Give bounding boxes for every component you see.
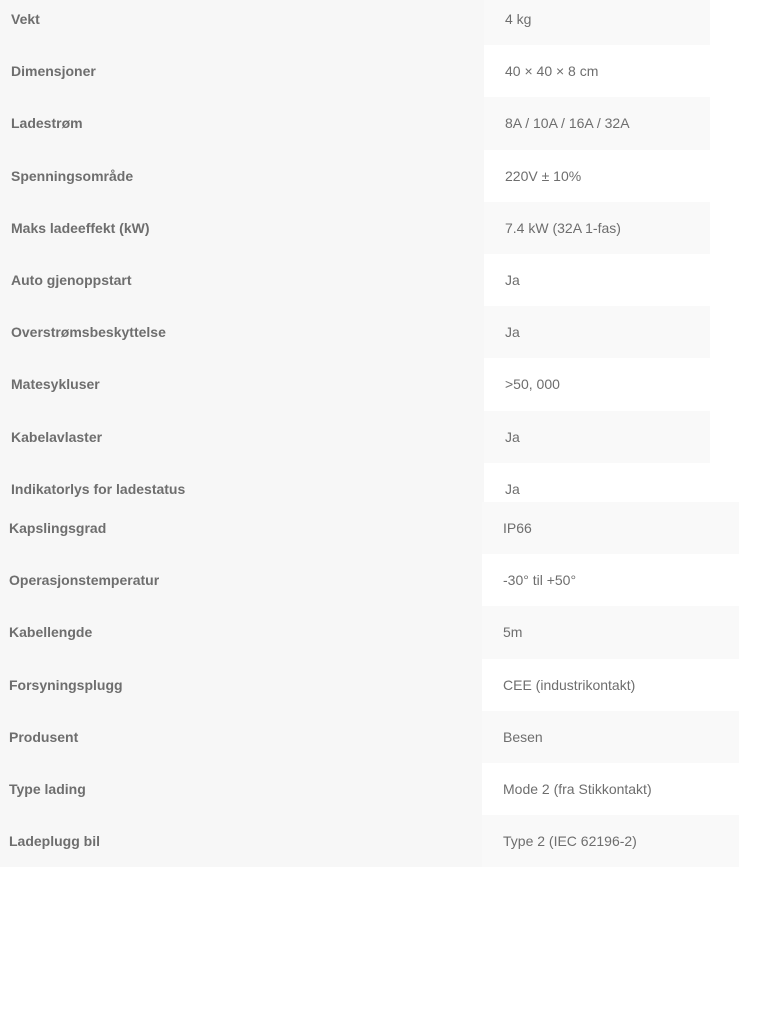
table-row	[0, 606, 739, 658]
spec-value: 8A / 10A / 16A / 32A	[484, 97, 710, 149]
spec-label: Ladestrøm	[0, 97, 484, 149]
spec-label: Forsyningsplugg	[0, 659, 482, 711]
spec-value: -30° til +50°	[482, 554, 739, 606]
table-row	[0, 306, 710, 358]
spec-label: Indikatorlys for ladestatus	[0, 463, 484, 515]
table-row	[0, 97, 710, 149]
spec-label: Ladeplugg bil	[0, 815, 482, 867]
spec-value: Ja	[484, 306, 710, 358]
spec-label: Type lading	[0, 763, 482, 815]
spec-label: Spenningsområde	[0, 150, 484, 202]
table-row	[0, 254, 710, 306]
table-row	[0, 45, 710, 97]
table-row	[0, 763, 739, 815]
spec-value: IP66	[482, 502, 739, 554]
spec-label: Kapslingsgrad	[0, 502, 482, 554]
table-row	[0, 815, 739, 867]
spec-label: Operasjonstemperatur	[0, 554, 482, 606]
spec-value: Ja	[484, 254, 710, 306]
spec-label: Matesykluser	[0, 358, 484, 410]
table-row	[0, 358, 710, 410]
spec-value: 4 kg	[484, 0, 710, 45]
table-row	[0, 0, 710, 45]
spec-value: CEE (industrikontakt)	[482, 659, 739, 711]
spec-label: Kabelavlaster	[0, 411, 484, 463]
spec-label: Produsent	[0, 711, 482, 763]
spec-label: Maks ladeeffekt (kW)	[0, 202, 484, 254]
spec-value: Besen	[482, 711, 739, 763]
spec-label: Kabellengde	[0, 606, 482, 658]
spec-label: Overstrømsbeskyttelse	[0, 306, 484, 358]
spec-value: 40 × 40 × 8 cm	[484, 45, 710, 97]
table-row	[0, 202, 710, 254]
table-row	[0, 711, 739, 763]
spec-value: 7.4 kW (32A 1-fas)	[484, 202, 710, 254]
spec-value: 220V ± 10%	[484, 150, 710, 202]
table-row	[0, 659, 739, 711]
spec-table-general	[0, 0, 710, 515]
table-row	[0, 554, 739, 606]
spec-value: 5m	[482, 606, 739, 658]
spec-value: Ja	[484, 411, 710, 463]
spec-label: Auto gjenoppstart	[0, 254, 484, 306]
table-row	[0, 150, 710, 202]
spec-value: Ja	[484, 463, 710, 515]
spec-value: Mode 2 (fra Stikkontakt)	[482, 763, 739, 815]
spec-table-technical	[0, 502, 739, 867]
spec-value: Type 2 (IEC 62196-2)	[482, 815, 739, 867]
spec-label: Dimensjoner	[0, 45, 484, 97]
table-row	[0, 502, 739, 554]
spec-value: >50, 000	[484, 358, 710, 410]
spec-label: Vekt	[0, 0, 484, 45]
table-row	[0, 411, 710, 463]
